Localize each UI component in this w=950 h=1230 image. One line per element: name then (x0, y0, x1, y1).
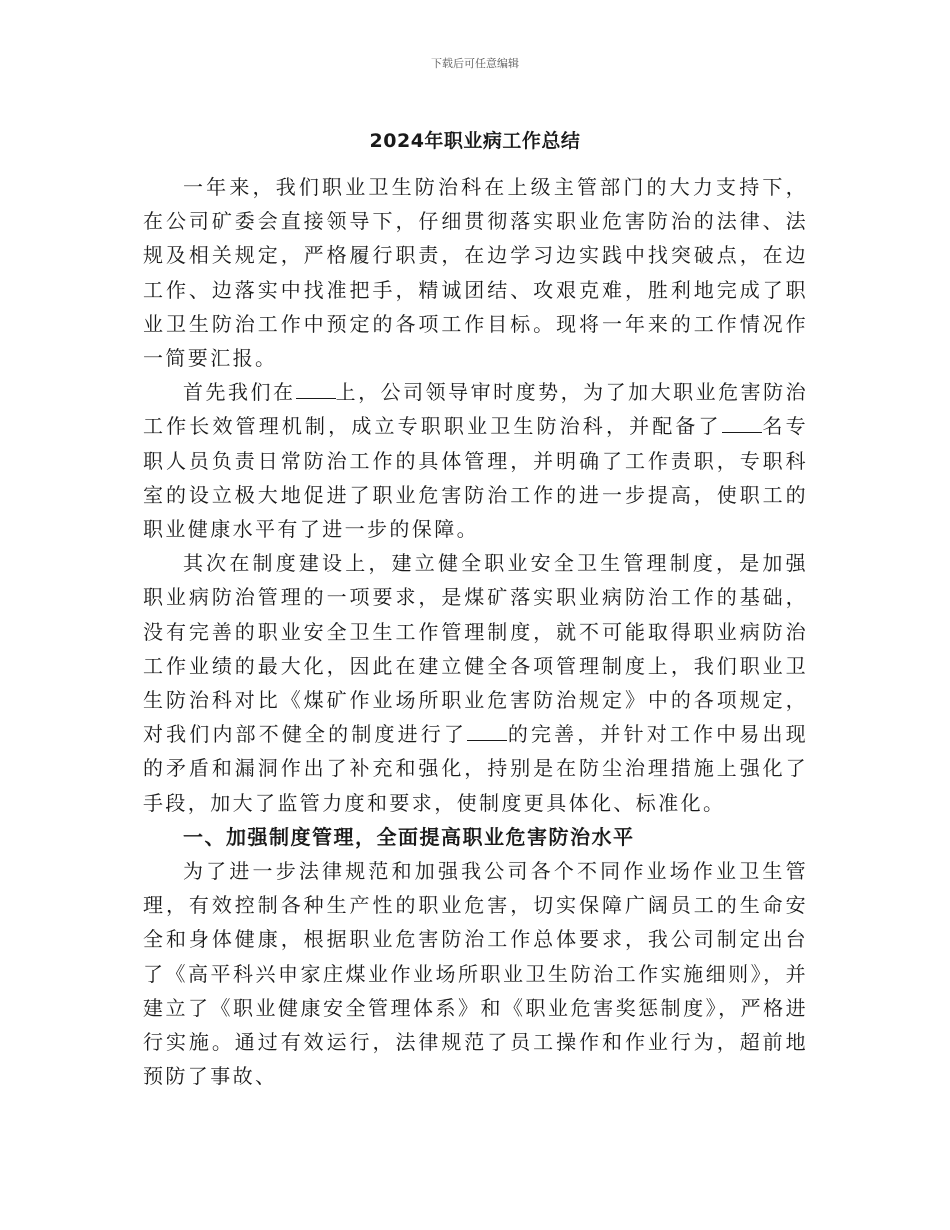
text-run: 的完善，并针对工作中易出现的矛盾和漏洞作出了补充和强化，持别是在防尘治理措施上强化了手段，加大了监管力度和要求，使制度更具体化、标准化。 (143, 722, 808, 815)
section-heading: 一、加强制度管理，全面提高职业危害防治水平 (183, 824, 635, 849)
paragraph-intro: 一年来，我们职业卫生防治科在上级主管部门的大力支持下，在公司矿委会直接领导下，仔细贯彻落实职业危害防治的法律、法规及相关规定，严格履行职责，在边学习边实践中找突破点，在边工作、边落实中找准把手，精诚团结、攻艰克难，胜利地完成了职业卫生防治工作中预定的各项工作目标。现将一年来的工作情况作一简要汇报。 (143, 175, 808, 371)
text-run: 首先我们在 (183, 380, 296, 405)
paragraph-organization (143, 375, 808, 546)
blank-field (467, 722, 507, 741)
paragraph-regulations: 为了进一步法律规范和加强我公司各个不同作业场作业卫生管理，有效控制各种生产性的职业危害，切实保障广阔员工的生命安全和身体健康，根据职业危害防治工作总体要求，我公司制定出台了《高平科兴申家庄煤业作业场所职业卫生防治工作实施细则》，并建立了《职业健康安全管理体系》和《职业危害奖惩制度》，严格进行实施。通过有效运行，法律规范了员工操作和作业行为，超前地预防了事故、 (143, 859, 808, 1089)
blank-field (296, 380, 336, 399)
blank-field (722, 414, 762, 433)
paragraph-system-building (143, 546, 808, 820)
text-run: 名专职人员负责日常防治工作的具体管理，并明确了工作责职，专职科室的设立极大地促进了职业危害防治工作的进一步提高，使职工的职业健康水平有了进一步的保障。 (143, 414, 808, 542)
header-note: 下载后可任意编辑 (431, 57, 519, 70)
document-title: 2024年职业病工作总结 (369, 130, 581, 152)
document-body (143, 170, 808, 1093)
text-run: 其次在制度建设上，建立健全职业安全卫生管理制度，是加强职业病防治管理的一项要求，是煤矿落实职业病防治工作的基础，没有完善的职业安全卫生工作管理制度，就不可能取得职业病防治工作业绩的最大化，因此在建立健全各项管理制度上，我们职业卫生防治科对比《煤矿作业场所职业危害防治规定》中的各项规定，对我们内部不健全的制度进行了 (143, 551, 808, 747)
text-run: 上，公司领导审时度势，为了加大职业危害防治工作长效管理机制，成立专职职业卫生防治科，并配备了 (143, 380, 808, 439)
